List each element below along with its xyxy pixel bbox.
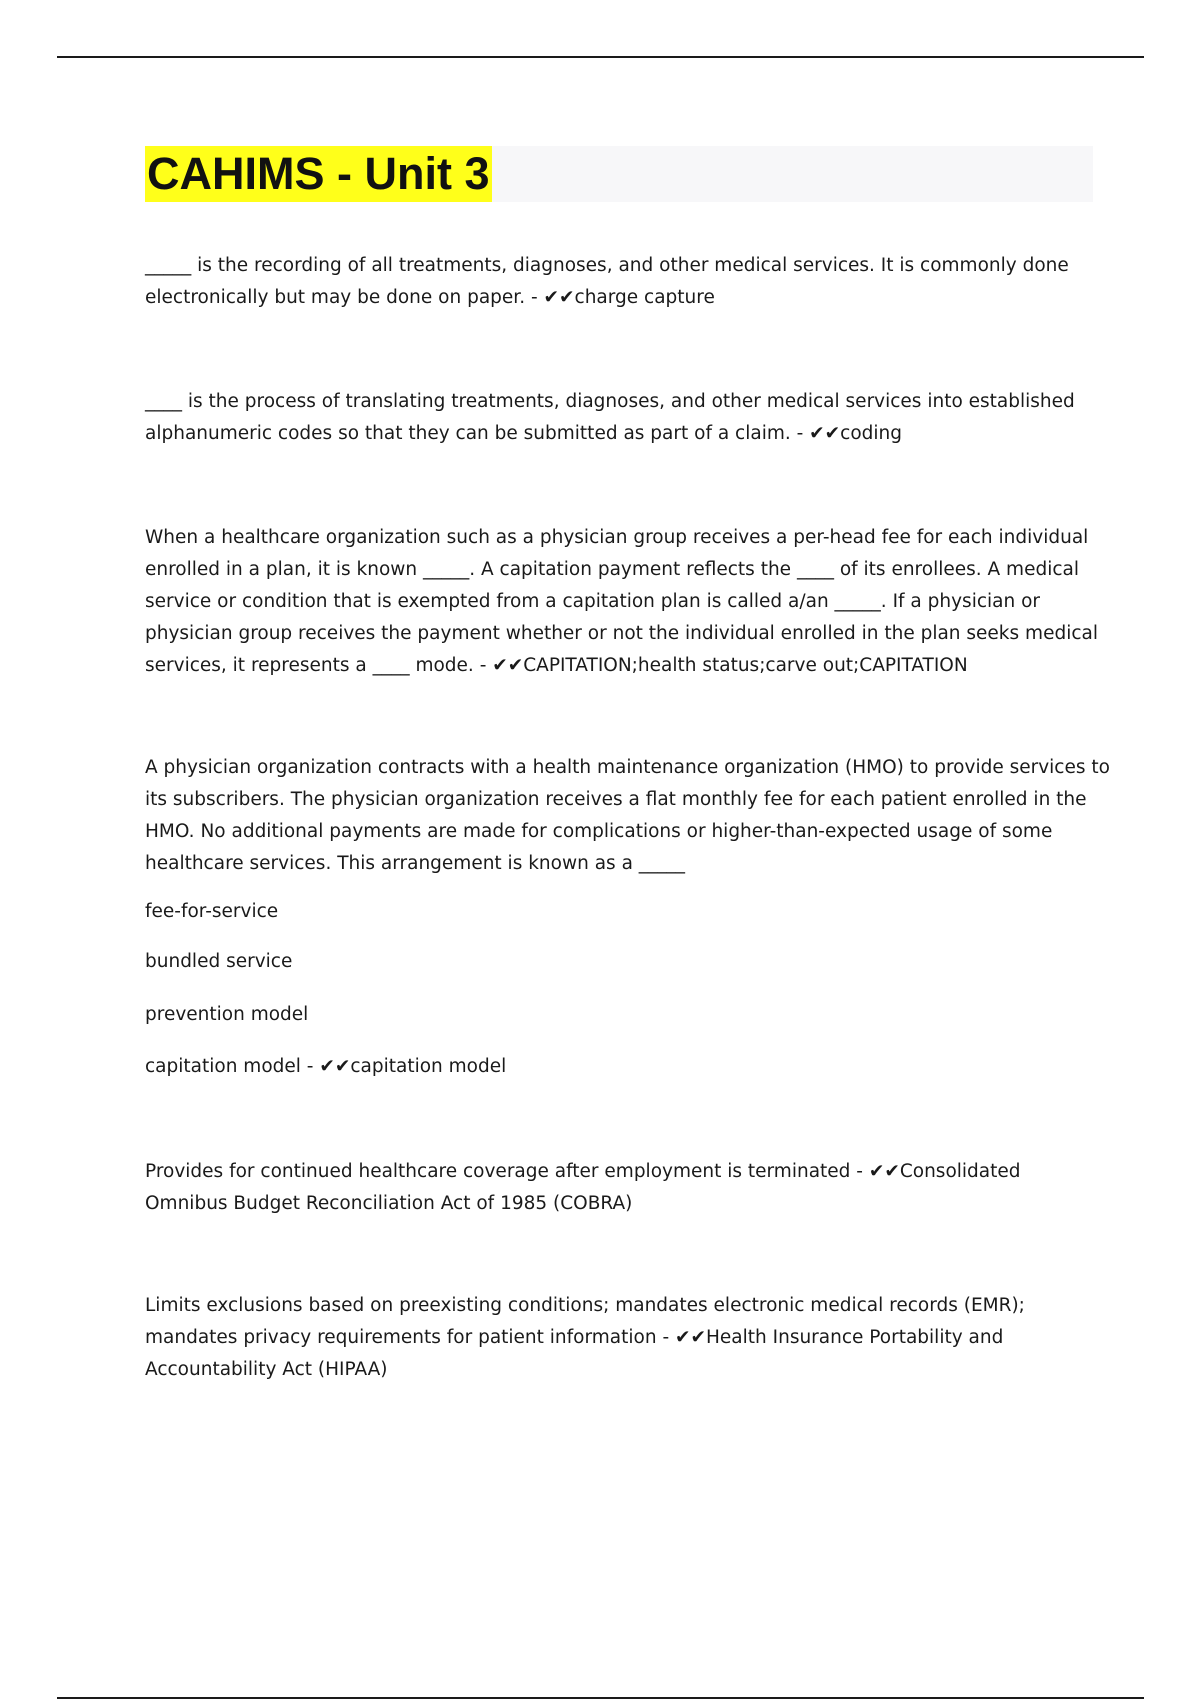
page-title: CAHIMS - Unit 3 [145,146,492,202]
question-answer-line: alphanumeric codes so that they can be submitted as part of a claim. - ✔✔coding [145,423,903,444]
answer-option-correct [145,1051,1085,1083]
question-answer-line: Provides for continued healthcare coverage after employment is terminated - ✔✔Consolidated [145,1161,1021,1182]
question-line: _____ is the recording of all treatments, diagnoses, and other medical services. It is commonly done [145,255,1069,276]
question-answer-line: electronically but may be done on paper. - ✔✔charge capture [145,287,715,308]
question-line: ____ is the process of translating treatments, diagnoses, and other medical services into established [145,391,1075,412]
flashcard-coding [145,386,1085,450]
question-line: physician group receives the payment whether or not the individual enrolled in the plan seeks medical [145,623,1098,644]
option-text: capitation model - ✔✔capitation model [145,1056,507,1077]
flashcard-charge-capture [145,250,1085,314]
flashcard-hipaa [145,1290,1085,1386]
question-answer-line: mandates privacy requirements for patient information - ✔✔Health Insurance Portability and [145,1327,1004,1348]
question-line: Limits exclusions based on preexisting conditions; mandates electronic medical records (EMR); [145,1295,1025,1316]
question-line: A physician organization contracts with a health maintenance organization (HMO) to provide services to [145,757,1110,778]
question-line: HMO. No additional payments are made for complications or higher-than-expected usage of some [145,821,1053,842]
question-line: enrolled in a plan, it is known _____. A capitation payment reflects the ____ of its enrollees. A medical [145,559,1079,580]
flashcard-capitation [145,522,1098,682]
question-line: When a healthcare organization such as a physician group receives a per-head fee for each individual [145,527,1089,548]
option-text: bundled service [145,951,293,972]
question-line: its subscribers. The physician organization receives a flat monthly fee for each patient enrolled in the [145,789,1087,810]
answer-option [145,896,1085,928]
question-line: service or condition that is exempted from a capitation plan is called a/an _____. If a physician or [145,591,1041,612]
answer-line: Accountability Act (HIPAA) [145,1359,388,1380]
flashcard-cobra [145,1156,1085,1220]
top-rule [57,56,1144,58]
question-answer-line: services, it represents a ____ mode. - ✔✔CAPITATION;health status;carve out;CAPITATION [145,655,968,676]
answer-option [145,946,1085,978]
option-text: prevention model [145,1004,309,1025]
option-text: fee-for-service [145,901,279,922]
question-line: healthcare services. This arrangement is known as a _____ [145,853,686,874]
bottom-rule [57,1697,1144,1699]
answer-option [145,999,1085,1031]
answer-line: Omnibus Budget Reconciliation Act of 1985 (COBRA) [145,1193,633,1214]
flashcard-hmo-arrangement [145,752,1110,880]
